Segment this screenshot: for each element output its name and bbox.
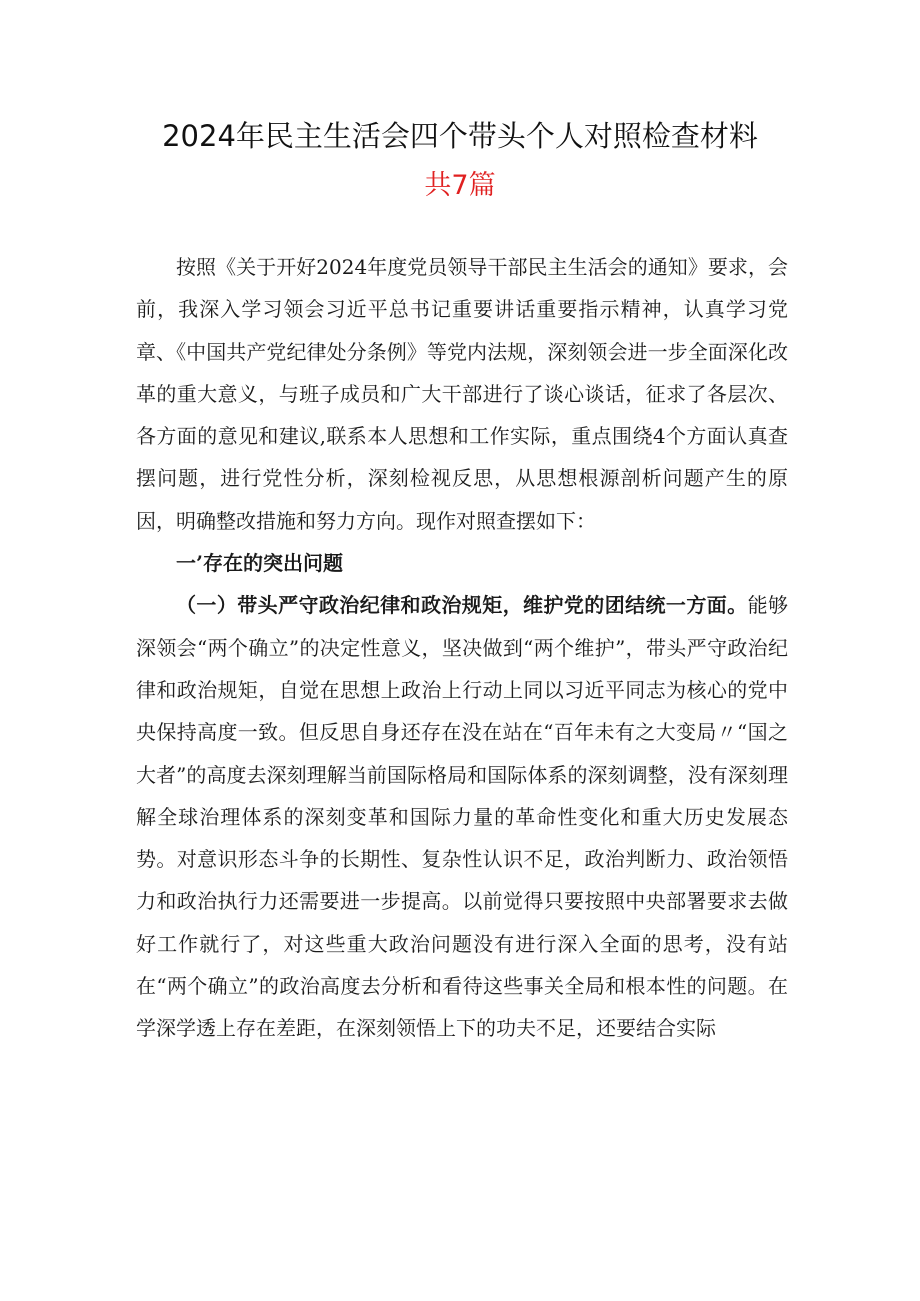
document-title: 2024年民主生活会四个带头个人对照检查材料: [162, 119, 758, 153]
document-subtitle: 共7篇: [424, 170, 496, 201]
intro-paragraph: 按照《关于开好2024年度党员领导干部民主生活会的通知》要求，会前，我深入学习领会习近平总书记重要讲话重要指示精神，认真学习党章、《中国共产党纪律处分条例》等党内法规，深刻领会进一步全面深化改革的重大意义，与班子成员和广大干部进行了谈心谈话，征求了各层次、各方面的意见和建议,联系本人思想和工作实际，重点围绕4个方面认真查摆问题，进行党性分析，深刻检视反思，从思想根源剖析问题产生的原因，明确整改措施和努力方向。现作对照查摆如下：: [136, 255, 788, 533]
subsection-text: 能够深领会“两个确立”的决定性意义，坚决做到“两个维护”，带头严守政治纪律和政治规矩，自觉在思想上政治上行动上同以习近平同志为核心的党中央保持高度一致。但反思自身还存在没在站在“百年未有之大变局〃“国之大者”的高度去深刻理解当前国际格局和国际体系的深刻调整，没有深刻理解全球治理体系的深刻变革和国际力量的革命性变化和重大历史发展态势。对意识形态斗争的长期性、复杂性认识不足，政治判断力、政治领悟力和政治执行力还需要进一步提高。以前觉得只要按照中央部署要求去做好工作就行了，对这些重大政治问题没有进行深入全面的思考，没有站在“两个确立”的政治高度去分析和看待这些事关全局和根本性的问题。在学深学透上存在差距，在深刻领悟上下的功夫不足，还要结合实际: [136, 593, 789, 1041]
subsection-heading: （一）带头严守政治纪律和政治规矩，维护党的团结统一方面。: [176, 593, 748, 618]
section-heading: 一’存在的突出问题: [176, 551, 343, 576]
document-body: [136, 246, 788, 1050]
subsection-paragraph: [136, 584, 788, 1049]
